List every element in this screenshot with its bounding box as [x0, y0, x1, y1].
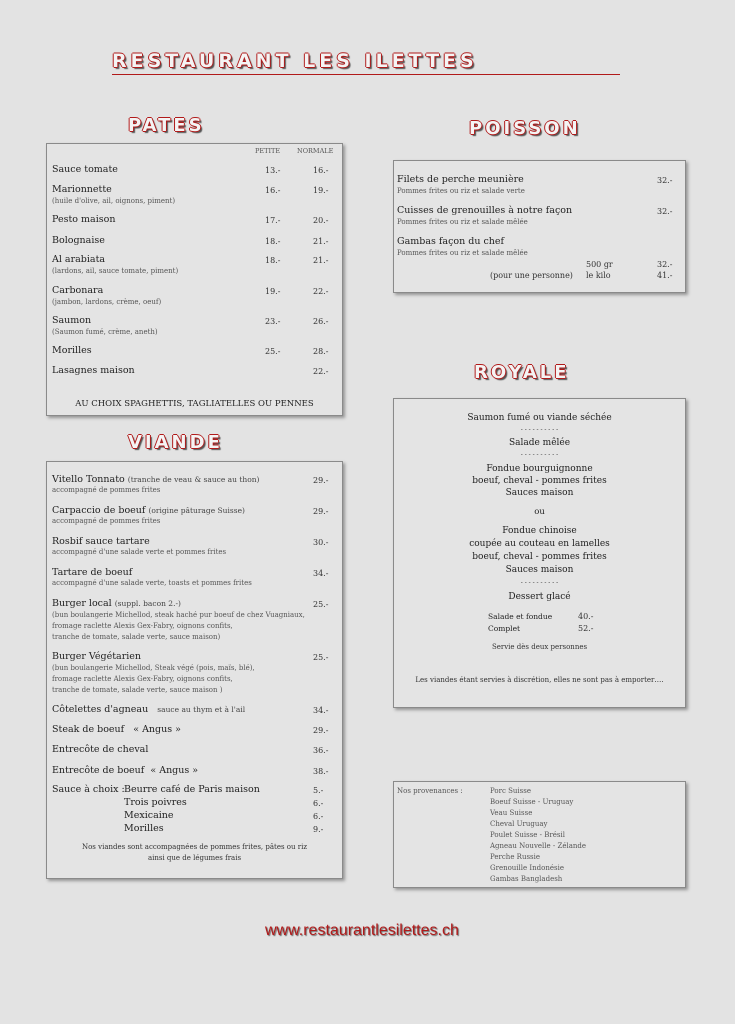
pates-item-normal: 26.-: [313, 317, 329, 326]
sauce-price: 6.-: [313, 812, 324, 821]
royale-line: Fondue chinoise: [502, 526, 577, 536]
viande-item-name: Rosbif sauce tartare: [52, 536, 150, 547]
royale-line: Fondue bourguignonne: [486, 464, 593, 474]
pates-item-small: 23.-: [265, 317, 281, 326]
viande-footer: ainsi que de légumes frais: [147, 854, 242, 862]
royale-line: coupée au couteau en lamelles: [469, 539, 610, 549]
cheval-name: Entrecôte de cheval: [52, 744, 149, 755]
gambas-note: (pour une personne): [490, 271, 573, 280]
provenance-item: Veau Suisse: [490, 809, 533, 817]
royale-box: [393, 398, 686, 708]
viande-item-price: 34.-: [313, 569, 329, 578]
sauce-name: Mexicaine: [124, 810, 174, 821]
burger-veg-name: Burger Végétarien: [52, 651, 142, 662]
pates-item-name: Lasagnes maison: [52, 365, 135, 376]
sauce-name: Beurre café de Paris maison: [124, 784, 260, 795]
pates-col-normal: NORMALE: [297, 147, 334, 155]
pates-item-normal: 20.-: [313, 216, 329, 225]
burger-veg-desc: (bun boulangerie Michellod, Steak végé (pois, maïs, blé),: [52, 664, 255, 672]
royale-line: Sauces maison: [505, 565, 574, 575]
royale-heading: ROYALE: [474, 362, 570, 383]
viande-item-price: 29.-: [313, 507, 329, 516]
gambas-price-500: 32.-: [657, 260, 673, 269]
pates-item-normal: 22.-: [313, 287, 329, 296]
sauce-price: 9.-: [313, 825, 324, 834]
cotelettes-name: [52, 704, 245, 715]
pates-item-name: Morilles: [52, 345, 92, 356]
royale-line: Salade mêlée: [508, 438, 571, 448]
pates-item-small: 19.-: [265, 287, 281, 296]
viande-heading: VIANDE: [128, 432, 223, 453]
title-underline: [112, 74, 620, 75]
poisson-item-desc: Pommes frites ou riz et salade mêlée: [397, 218, 528, 226]
royale-line: boeuf, cheval - pommes frites: [472, 476, 607, 486]
provenance-item: Porc Suisse: [490, 787, 532, 795]
pates-item-name: Carbonara: [52, 285, 104, 296]
royale-line: Sauces maison: [505, 488, 574, 498]
steak-title: Steak de boeuf: [52, 724, 125, 735]
viande-item-title: Vitello Tonnato: [52, 474, 125, 485]
poisson-item-price: 32.-: [657, 207, 673, 216]
provenance-item: Agneau Nouvelle - Zélande: [490, 842, 587, 850]
provenance-item: Boeuf Suisse - Uruguay: [490, 798, 574, 806]
sauce-label: Sauce à choix :: [52, 784, 125, 795]
gambas-qty-kilo: le kilo: [586, 271, 611, 280]
poisson-item-desc: Pommes frites ou riz et salade verte: [397, 187, 525, 195]
viande-item-extra: (origine pâturage Suisse): [148, 506, 245, 515]
pates-item-small: 25.-: [265, 347, 281, 356]
pates-item-name: Marionnette: [52, 184, 112, 195]
pates-item-name: Al arabiata: [52, 254, 106, 265]
viande-box: [46, 461, 343, 879]
pates-item-small: 18.-: [265, 237, 281, 246]
steak-extra: « Angus »: [133, 724, 181, 735]
cotelettes-title: Côtelettes d'agneau: [52, 704, 149, 715]
pates-item-normal: 22.-: [313, 367, 329, 376]
viande-item-name: Tartare de boeuf: [52, 567, 133, 578]
viande-item-desc: accompagné d'une salade verte et pommes frites: [52, 548, 227, 556]
sauce-price: 6.-: [313, 799, 324, 808]
burger-veg-price: 25.-: [313, 653, 329, 662]
viande-item-price: 30.-: [313, 538, 329, 547]
royale-price-label: Complet: [488, 624, 521, 633]
steak-price: 29.-: [313, 726, 329, 735]
pates-col-small: PETITE: [255, 147, 281, 155]
poisson-heading: POISSON: [469, 118, 581, 139]
royale-note: Les viandes étant servies à discrétion, elles ne sont pas à emporter….: [415, 676, 664, 684]
viande-item-extra: (tranche de veau & sauce au thon): [127, 475, 260, 484]
poisson-item-price: 32.-: [657, 176, 673, 185]
viande-item-desc: accompagné de pommes frites: [52, 517, 161, 525]
poisson-item-name: Cuisses de grenouilles à notre façon: [397, 205, 573, 216]
burger-local-name: [52, 598, 181, 609]
burger-local-price: 25.-: [313, 600, 329, 609]
pates-item-name: Bolognaise: [52, 235, 105, 246]
royale-price-value: 40.-: [578, 612, 594, 621]
burger-veg-desc: tranche de tomate, salade verte, sauce maison ): [52, 686, 223, 694]
poisson-box: [393, 160, 686, 293]
pates-footer: AU CHOIX SPAGHETTIS, TAGLIATELLES OU PENNES: [75, 399, 314, 409]
gambas-price-kilo: 41.-: [657, 271, 673, 280]
viande-item-name: [52, 505, 245, 516]
sauce-name: Trois poivres: [124, 797, 187, 808]
viande-item-title: Carpaccio de boeuf: [52, 505, 146, 516]
poisson-item-name: Filets de perche meunière: [397, 174, 524, 185]
pates-item-desc: (lardons, ail, sauce tomate, piment): [52, 267, 179, 275]
provenances-box: [393, 781, 686, 888]
provenance-item: Grenouille Indonésie: [490, 864, 564, 872]
pates-item-name: Pesto maison: [52, 214, 116, 225]
pates-box: [46, 143, 343, 416]
royale-note: Servie dès deux personnes: [491, 643, 588, 651]
viande-item-desc: accompagné d'une salade verte, toasts et pommes frites: [52, 579, 252, 587]
entrecote-title: Entrecôte de boeuf: [52, 765, 145, 776]
royale-separator: - - - - - - - - - -: [520, 451, 559, 458]
pates-item-normal: 21.-: [313, 256, 329, 265]
pates-item-small: 18.-: [265, 256, 281, 265]
pates-item-normal: 16.-: [313, 166, 329, 175]
pates-item-desc: (jambon, lardons, crème, oeuf): [52, 298, 162, 306]
website-link[interactable]: www.restaurantlesilettes.ch: [265, 922, 459, 939]
entrecote-extra: « Angus »: [150, 765, 199, 776]
viande-item-desc: accompagné de pommes frites: [52, 486, 161, 494]
viande-item-name: [52, 474, 259, 485]
burger-local-desc: tranche de tomate, salade verte, sauce maison): [52, 633, 221, 641]
burger-veg-desc: fromage raclette Alexis Gex-Fabry, oignons confits,: [52, 675, 233, 683]
entrecote-price: 38.-: [313, 767, 329, 776]
cheval-price: 36.-: [313, 746, 329, 755]
burger-local-title: Burger local: [52, 598, 112, 609]
royale-separator: - - - - - - - - - -: [520, 426, 559, 433]
pates-heading: PATES: [128, 115, 205, 136]
royale-or: ou: [534, 507, 545, 517]
provenance-item: Gambas Bangladesh: [490, 875, 563, 883]
pates-item-name: Sauce tomate: [52, 164, 118, 175]
royale-price-label: Salade et fondue: [488, 612, 553, 621]
entrecote-name: [52, 765, 198, 776]
pates-item-small: 16.-: [265, 186, 281, 195]
pates-item-desc: (Saumon fumé, crème, aneth): [52, 328, 158, 336]
sauce-name: Morilles: [124, 823, 164, 834]
cotelettes-extra: sauce au thym et à l'ail: [157, 705, 246, 714]
poisson-item-name: Gambas façon du chef: [397, 236, 505, 247]
restaurant-title: RESTAURANT LES ILETTES: [112, 50, 478, 72]
pates-item-desc: (huile d'olive, ail, oignons, piment): [52, 197, 176, 205]
provenance-item: Cheval Uruguay: [490, 820, 548, 828]
provenance-item: Poulet Suisse - Brésil: [490, 831, 565, 839]
poisson-item-desc: Pommes frites ou riz et salade mêlée: [397, 249, 528, 257]
royale-line: Dessert glacé: [508, 592, 571, 602]
sauce-price: 5.-: [313, 786, 324, 795]
pates-item-normal: 19.-: [313, 186, 329, 195]
cotelettes-price: 34.-: [313, 706, 329, 715]
pates-item-small: 13.-: [265, 166, 281, 175]
viande-item-price: 29.-: [313, 476, 329, 485]
royale-line: Saumon fumé ou viande séchée: [467, 413, 612, 423]
steak-name: [52, 724, 181, 735]
provenances-label: Nos provenances :: [397, 787, 463, 795]
royale-line: boeuf, cheval - pommes frites: [472, 552, 607, 562]
viande-footer: Nos viandes sont accompagnées de pommes frites, pâtes ou riz: [81, 843, 308, 851]
pates-item-normal: 21.-: [313, 237, 329, 246]
pates-item-normal: 28.-: [313, 347, 329, 356]
royale-separator: - - - - - - - - - -: [520, 579, 559, 586]
pates-item-small: 17.-: [265, 216, 281, 225]
burger-local-desc: fromage raclette Alexis Gex-Fabry, oignons confits,: [52, 622, 233, 630]
pates-item-name: Saumon: [52, 315, 92, 326]
burger-local-extra: (suppl. bacon 2.-): [114, 599, 181, 608]
gambas-qty-500: 500 gr: [586, 260, 613, 269]
burger-local-desc: (bun boulangerie Michellod, steak haché pur boeuf de chez Vuagniaux,: [52, 611, 305, 619]
provenance-item: Perche Russie: [490, 853, 541, 861]
royale-price-value: 52.-: [578, 624, 594, 633]
